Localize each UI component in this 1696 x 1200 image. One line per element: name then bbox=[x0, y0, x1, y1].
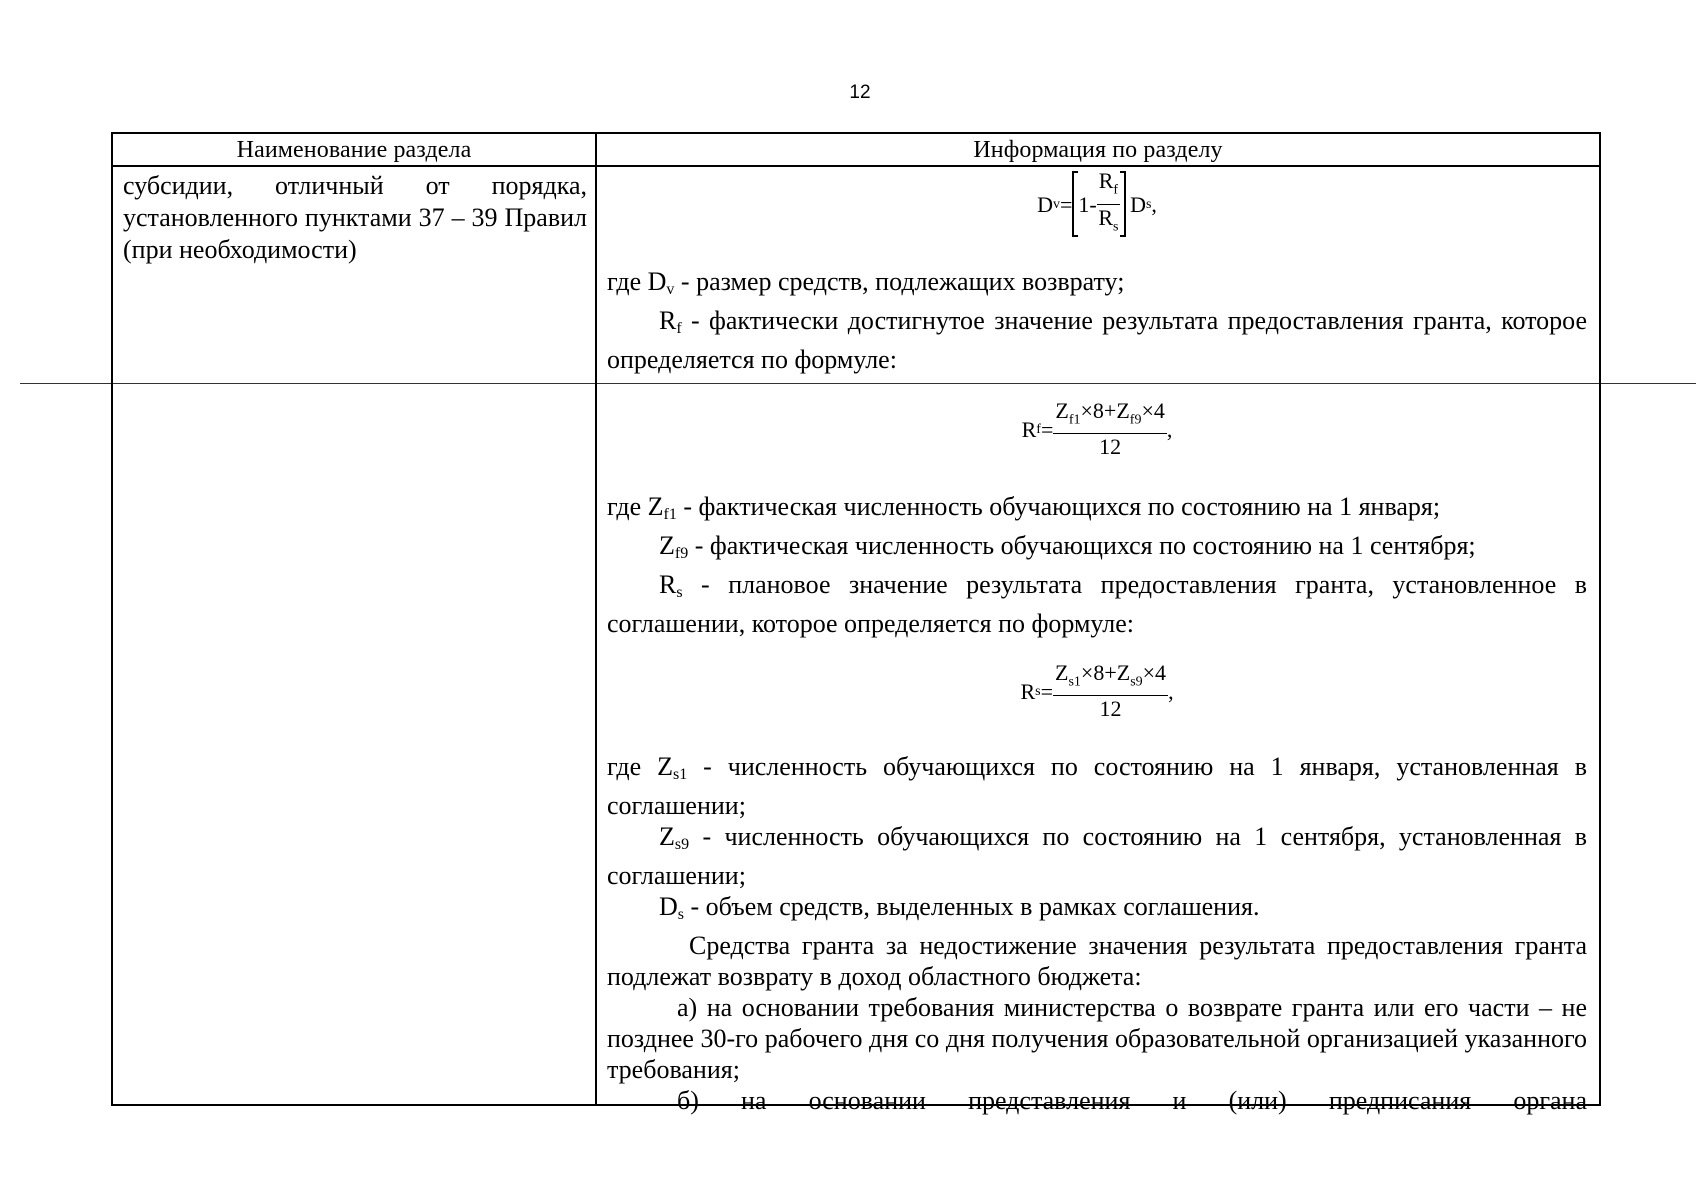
section-name-cell: субсидии, отличный от порядка, установленного пунктами 37 – 39 Правил (при необходимости) bbox=[123, 171, 587, 264]
formula-fraction: $\frac{Z_{s1}\times 8+Z_{s9}\times 4}{12}$ bbox=[1055, 659, 1167, 722]
section-info-cell bbox=[607, 166, 1587, 1116]
paragraph-item-b: б) на основании представления и (или) предписания органа bbox=[677, 1086, 1587, 1115]
header-section-info: Информация по разделу bbox=[973, 137, 1223, 163]
formula-dv: D v = 1- $\frac{R_f}{R_s}$ D s , bbox=[607, 168, 1587, 240]
paragraph-zs9: $Z_{s9}$ - численность обучающихся по состоянию на 1 сентября, установленная в соглашении; bbox=[607, 822, 1587, 890]
paragraph-zf9: $Z_{f9}$ - фактическая численность обучающихся по состоянию на 1 сентября; bbox=[659, 531, 1476, 562]
paragraph-return: Средства гранта за недостижение значения результата предоставления гранта подлежат возврату в доход областного бюджета: bbox=[607, 931, 1587, 991]
formula-rf: R f = $\frac{Z_{f1}\times 8+Z_{f9}\times 4}{12}$ , bbox=[1021, 397, 1173, 460]
paragraph-ds: $D_s$ - объем средств, выделенных в рамках соглашения. bbox=[659, 892, 1260, 923]
column-divider bbox=[595, 134, 597, 1104]
section-table bbox=[111, 132, 1601, 1115]
page-number: 12 bbox=[849, 82, 871, 103]
formula-fraction: $\frac{Z_{f1}\times 8+Z_{f9}\times 4}{12}$ bbox=[1055, 397, 1165, 460]
paragraph-item-a: а) на основании требования министерства о возврате гранта или его части – не позднее 30-го рабочего дня со дня получения образовательной организацией указанного требования; bbox=[607, 993, 1587, 1084]
paragraph-rf: $R_f$ - фактически достигнутое значение результата предоставления гранта, которое определяется по формуле: bbox=[607, 306, 1587, 374]
formula-bracket: 1- $\frac{R_f}{R_s}$ bbox=[1072, 173, 1126, 235]
paragraph-rs: $R_s$ - плановое значение результата предоставления гранта, установленное в соглашении, которое определяется по формуле: bbox=[607, 570, 1587, 638]
formula-rs: R s = $\frac{Z_{s1}\times 8+Z_{s9}\times 4}{12}$ , bbox=[1020, 659, 1174, 722]
formula-fraction: $\frac{R_f}{R_s}$ bbox=[1098, 168, 1119, 234]
header-section-name: Наименование раздела bbox=[236, 137, 472, 163]
paragraph-dv: где $D_v$ - размер средств, подлежащих возврату; bbox=[607, 267, 1125, 298]
paragraph-zf1: где $Z_{f1}$ - фактическая численность обучающихся по состоянию на 1 января; bbox=[607, 492, 1441, 523]
paragraph-zs1: где $Z_{s1}$ - численность обучающихся по состоянию на 1 января, установленная в соглашении; bbox=[607, 752, 1587, 820]
